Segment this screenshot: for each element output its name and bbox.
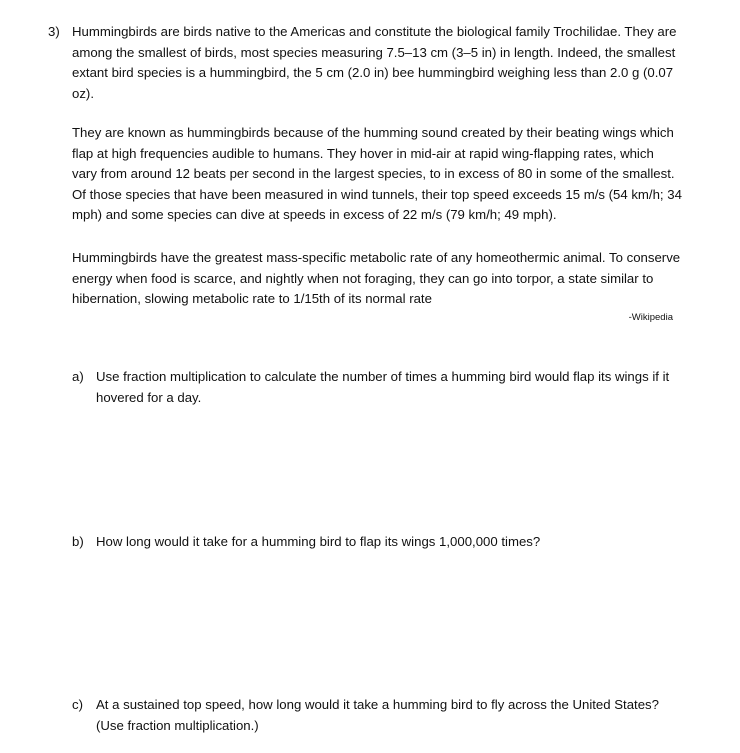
paragraph-intro: Hummingbirds are birds native to the Americas and constitute the biological family Trochilidae. They are among the smallest of birds, most species measuring 7.5–13 cm (3–5 in) in length. Indeed, the smallest extant bird species is a hummingbird, the 5 cm (2.0 in) bee hummingbird weighing less than 2.0 g (0.07 oz). (72, 24, 677, 101)
paragraph-metabolism: Hummingbirds have the greatest mass-specific metabolic rate of any homeothermic animal. To conserve energy when food is scarce, and nightly when not foraging, they can go into torpor, a state similar to hibernation, slowing metabolic rate to 1/15th of its normal rate (72, 250, 681, 306)
subquestion-text: Use fraction multiplication to calculate the number of times a humming bird would flap its wings if it hovered for a day. (96, 369, 670, 405)
subquestion-letter: a) (72, 369, 84, 384)
subquestion-a (72, 367, 682, 408)
subquestion-letter: b) (72, 534, 84, 549)
subquestion-b (72, 532, 682, 553)
source-attribution: -Wikipedia (628, 312, 673, 323)
subquestion-c (72, 695, 682, 736)
paragraph-humming: They are known as hummingbirds because of the humming sound created by their beating wings which flap at high frequencies audible to humans. They hover in mid-air at rapid wing-flapping rates, which vary from around 12 beats per second in the largest species, to in excess of 80 in some of the smallest. Of those species that have been measured in wind tunnels, their top speed exceeds 15 m/s (54 km/h; 34 mph) and some species can dive at speeds in excess of 22 m/s (79 km/h; 49 mph). (72, 125, 682, 222)
question-number: 3) (48, 24, 60, 39)
subquestion-letter: c) (72, 697, 83, 712)
subquestion-text: At a sustained top speed, how long would it take a humming bird to fly across the United States? (Use fraction multiplication.) (96, 697, 659, 733)
subquestion-text: How long would it take for a humming bird to flap its wings 1,000,000 times? (96, 534, 541, 549)
